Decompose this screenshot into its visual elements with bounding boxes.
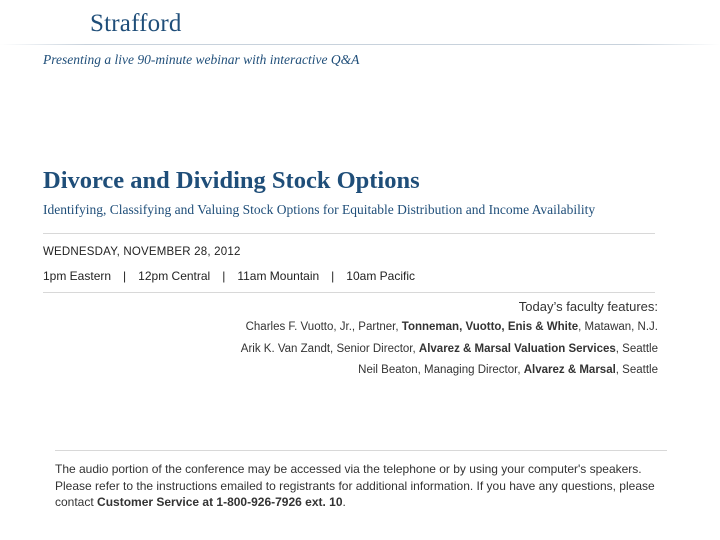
faculty-heading: Today’s faculty features: [518, 299, 658, 314]
faculty-name: Neil Beaton, Managing Director, [358, 364, 521, 376]
time-separator: | [331, 269, 335, 283]
title-divider [43, 233, 655, 234]
time-eastern: 1pm Eastern [43, 269, 112, 283]
tagline: Presenting a live 90-minute webinar with interactive Q&A [43, 52, 360, 67]
time-central: 12pm Central [138, 269, 211, 283]
faculty-member [246, 321, 658, 333]
faculty-firm: Alvarez & Marsal [523, 364, 616, 376]
time-pacific: 10am Pacific [346, 269, 415, 283]
faculty-member [358, 364, 658, 376]
faculty-name: Charles F. Vuotto, Jr., Partner, [245, 321, 399, 333]
faculty-location: , Seattle [615, 364, 658, 376]
time-separator: | [123, 269, 127, 283]
header-divider [0, 44, 720, 45]
faculty-name: Arik K. Van Zandt, Senior Director, [240, 343, 416, 355]
webinar-date: WEDNESDAY, NOVEMBER 28, 2012 [43, 246, 241, 258]
time-mountain: 11am Mountain [237, 269, 320, 283]
notice-divider [55, 450, 667, 451]
faculty-firm: Tonneman, Vuotto, Enis & White [401, 321, 579, 333]
faculty-location: , Matawan, N.J. [578, 321, 658, 333]
faculty-location: , Seattle [615, 343, 658, 355]
time-separator: | [222, 269, 226, 283]
webinar-times [43, 269, 415, 283]
strafford-logo: Strafford [90, 10, 182, 37]
customer-service-contact: Customer Service at 1-800-926-7926 ext. 10 [97, 495, 343, 509]
webinar-title: Divorce and Dividing Stock Options [43, 167, 420, 194]
notice-end: . [342, 495, 346, 509]
webinar-subtitle: Identifying, Classifying and Valuing Stock Options for Equitable Distribution and Income Availability [43, 202, 596, 217]
audio-notice [55, 461, 655, 511]
faculty-firm: Alvarez & Marsal Valuation Services [418, 343, 616, 355]
times-divider [43, 292, 655, 293]
faculty-member [241, 343, 658, 355]
notice-text: The audio portion of the conference may be accessed via the telephone or by using your computer's speakers. Please refer to the instructions emailed to registrants for additional information. If you have any questions, please contact [55, 462, 655, 509]
